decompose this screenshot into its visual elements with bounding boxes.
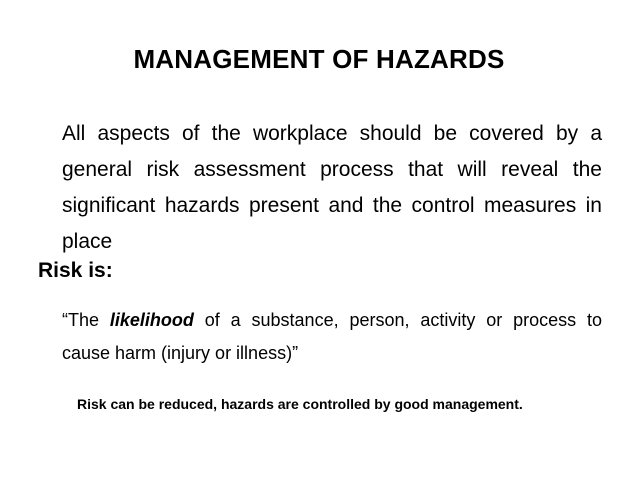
risk-heading: Risk is: [38, 259, 113, 282]
quote-rest: of a substance, person, activity or process to cause harm (injury or illness)” [62, 310, 603, 363]
quote-open: “The [62, 310, 110, 330]
risk-definition-quote [62, 304, 602, 370]
slide-title: MANAGEMENT OF HAZARDS [133, 44, 505, 74]
body-paragraph: All aspects of the workplace should be covered by a general risk assessment process that will reveal the significant hazards present and the control measures in place [62, 122, 602, 253]
footer-note: Risk can be reduced, hazards are controlled by good management. [77, 396, 523, 412]
quote-emphasis: likelihood [109, 310, 194, 330]
